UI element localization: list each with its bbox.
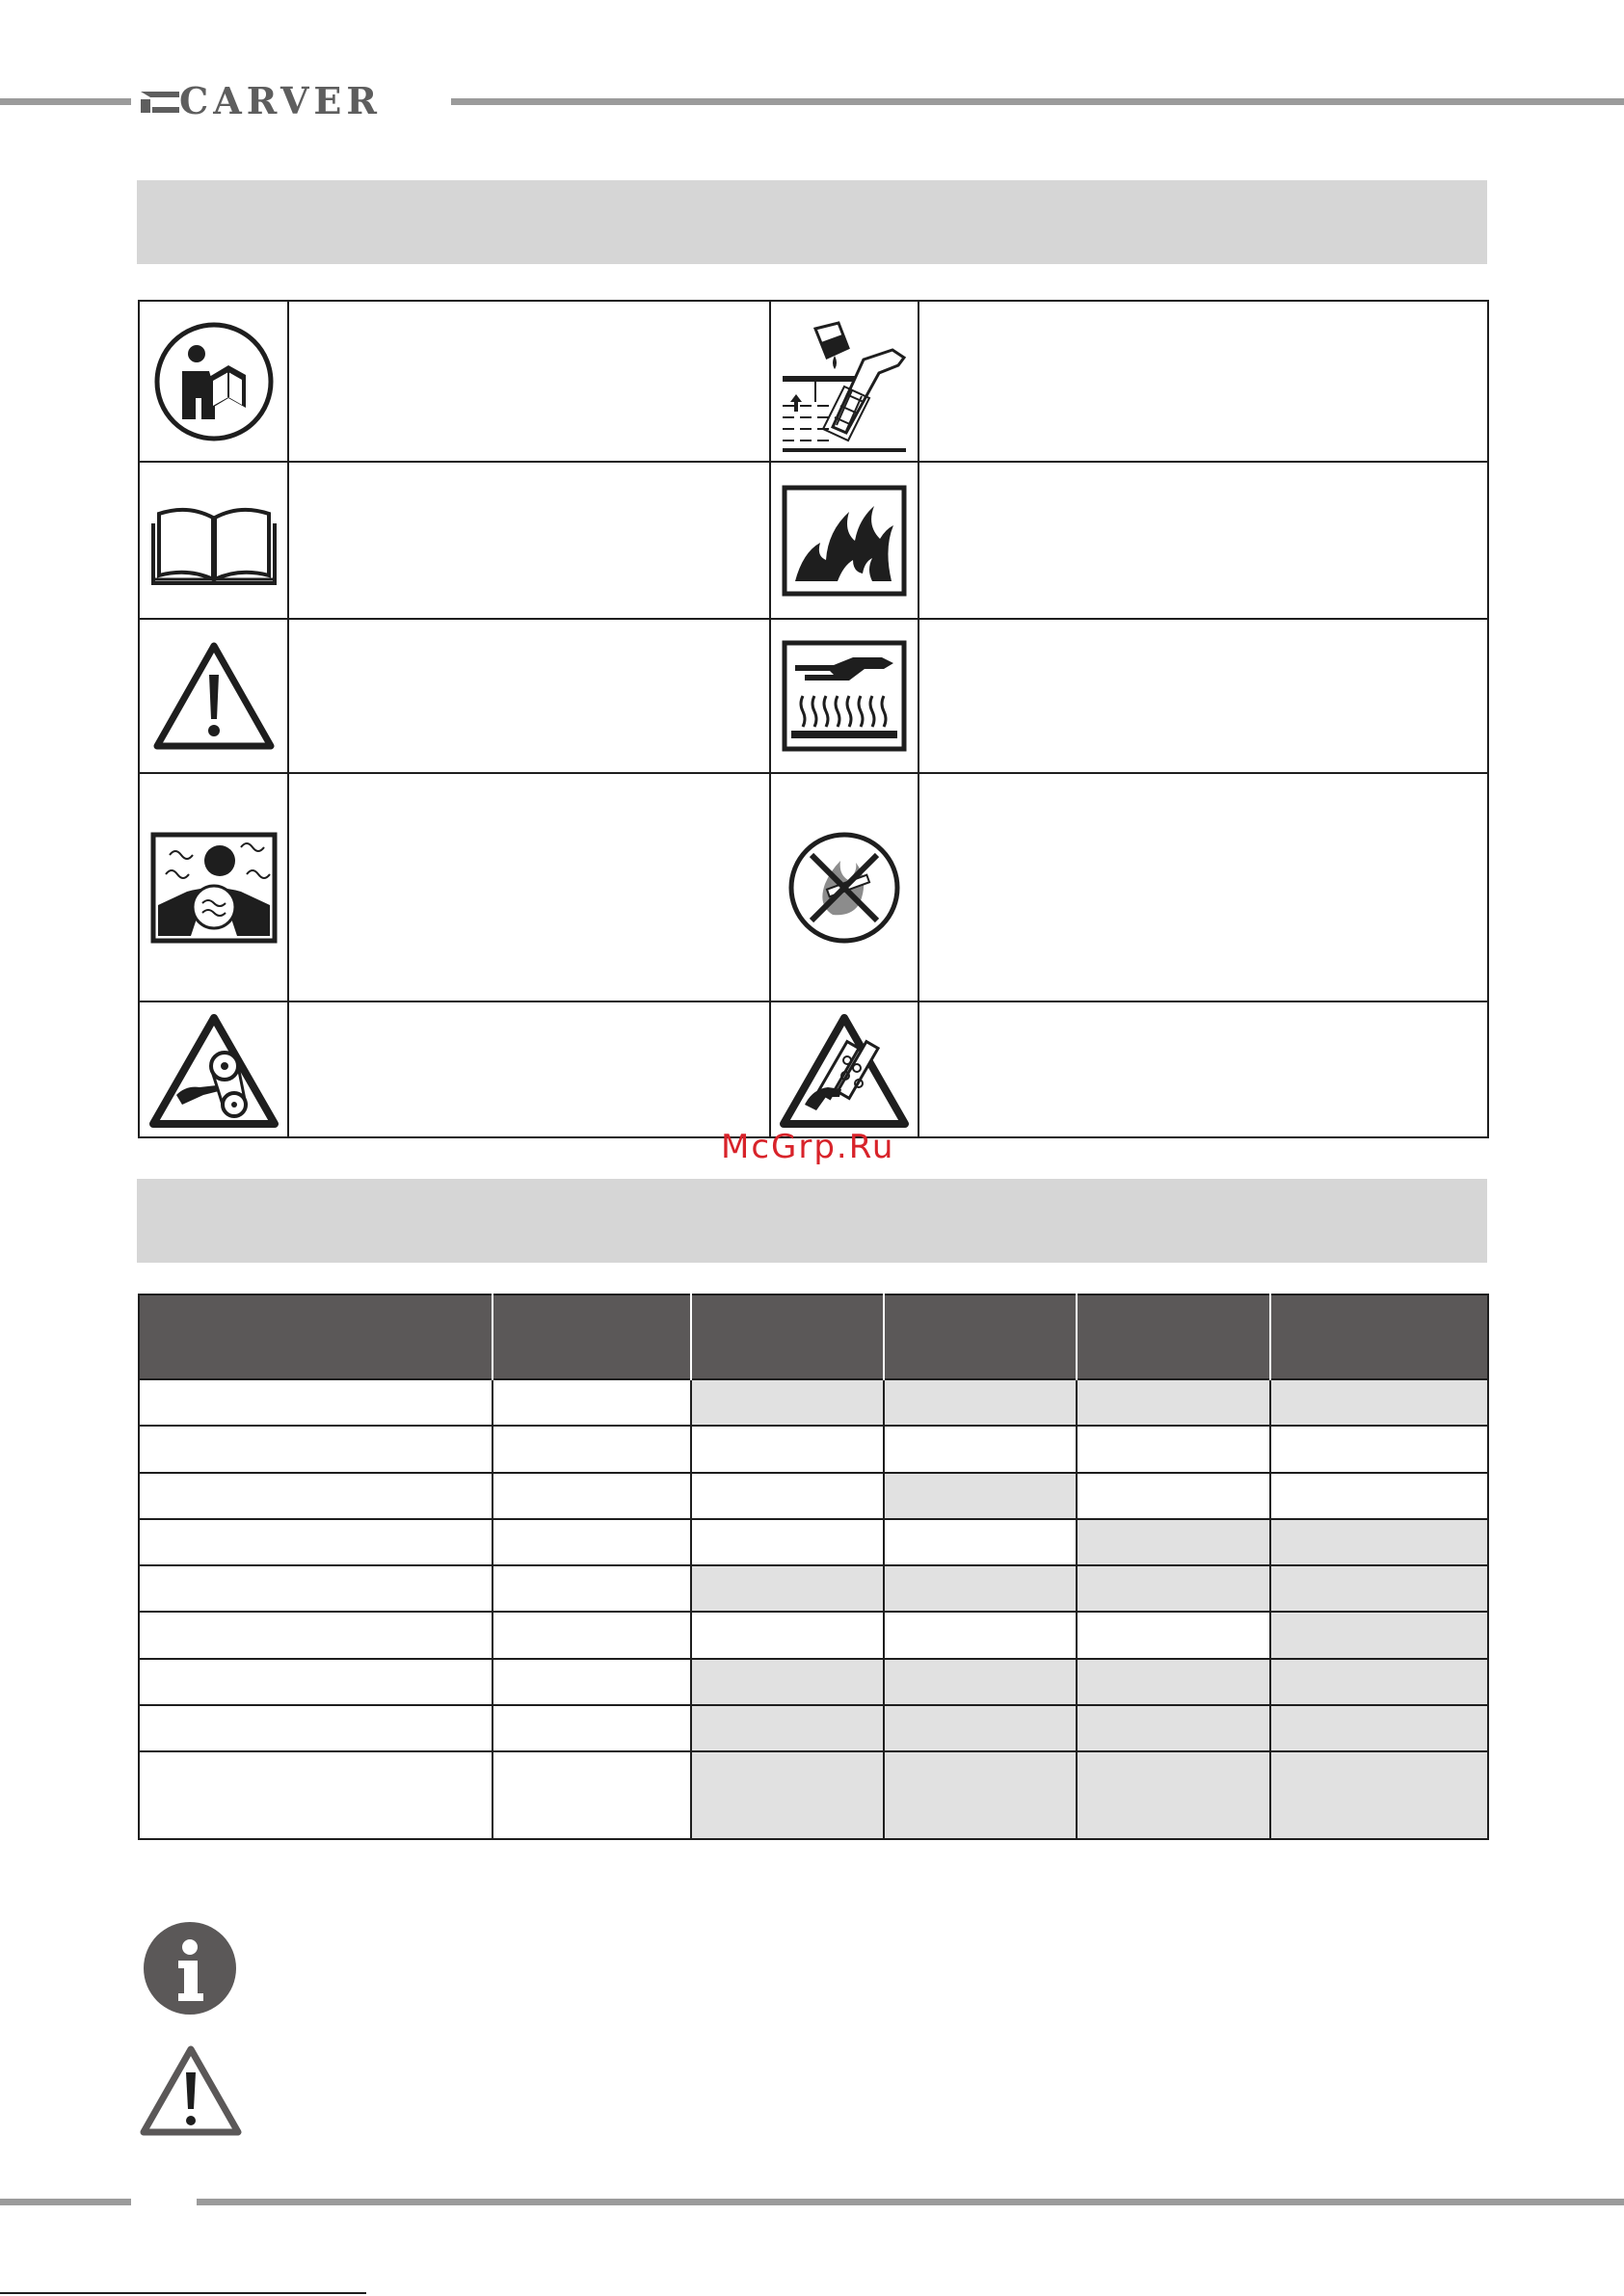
table-cell <box>884 1751 1077 1839</box>
table-cell <box>691 1473 884 1519</box>
table-cell <box>691 1659 884 1705</box>
table-cell <box>1077 1426 1269 1472</box>
table-cell <box>1077 1705 1269 1751</box>
specifications-table <box>138 1294 1489 1840</box>
table-cell <box>1077 1659 1269 1705</box>
entanglement-belt-warning-icon <box>140 1002 287 1138</box>
header-cell <box>493 1295 691 1379</box>
table-cell <box>139 1473 493 1519</box>
table-cell <box>691 1426 884 1472</box>
table-cell <box>884 1426 1077 1472</box>
header-cell <box>884 1295 1077 1379</box>
header-cell <box>1270 1295 1488 1379</box>
table-cell <box>493 1751 691 1839</box>
table-row <box>139 1426 1488 1472</box>
table-cell <box>493 1705 691 1751</box>
table-cell <box>1077 1565 1269 1612</box>
table-cell <box>691 1612 884 1658</box>
open-book-icon <box>140 463 287 618</box>
table-cell <box>493 1473 691 1519</box>
table-row <box>139 1519 1488 1565</box>
table-cell <box>1077 1519 1269 1565</box>
table-cell <box>1270 1705 1488 1751</box>
table-cell <box>1077 1379 1269 1426</box>
table-cell <box>691 1565 884 1612</box>
table-cell <box>884 1379 1077 1426</box>
table-cell <box>1270 1473 1488 1519</box>
header-rule-right <box>451 98 1624 105</box>
info-icon <box>142 1920 238 2021</box>
table-cell <box>493 1659 691 1705</box>
toxic-fumes-icon <box>140 774 287 1001</box>
footer-rule-right <box>197 2199 1624 2205</box>
watermark: McGrp.Ru <box>721 1128 895 1166</box>
table-cell <box>691 1751 884 1839</box>
table-row <box>139 1705 1488 1751</box>
table-header-row <box>139 1295 1488 1379</box>
section-band-specs <box>137 1179 1487 1263</box>
table-cell <box>139 1751 493 1839</box>
table-row <box>139 1473 1488 1519</box>
footer-rule-left <box>0 2199 131 2205</box>
table-cell <box>691 1379 884 1426</box>
warning-triangle-icon <box>138 2043 244 2145</box>
table-cell <box>493 1426 691 1472</box>
table-cell <box>139 1519 493 1565</box>
table-cell <box>1270 1379 1488 1426</box>
table-cell <box>1270 1659 1488 1705</box>
table-cell <box>1077 1612 1269 1658</box>
table-cell <box>139 1705 493 1751</box>
carver-logo-mark <box>141 92 179 113</box>
table-cell <box>1077 1473 1269 1519</box>
table-cell <box>884 1612 1077 1658</box>
table-row <box>139 1659 1488 1705</box>
table-cell <box>884 1519 1077 1565</box>
table-cell <box>884 1565 1077 1612</box>
header-cell <box>691 1295 884 1379</box>
read-manual-mandatory-icon <box>140 302 287 461</box>
header-rule-left <box>0 98 131 105</box>
table-row <box>139 1751 1488 1839</box>
table-cell <box>1270 1612 1488 1658</box>
table-cell <box>1077 1751 1269 1839</box>
table-row <box>139 1565 1488 1612</box>
table-cell <box>884 1705 1077 1751</box>
safety-symbols-table <box>138 300 1489 1138</box>
header-cell <box>1077 1295 1269 1379</box>
general-warning-icon <box>140 620 287 772</box>
table-cell <box>493 1565 691 1612</box>
table-cell <box>139 1659 493 1705</box>
header-cell <box>139 1295 493 1379</box>
table-cell <box>139 1612 493 1658</box>
table-cell <box>691 1519 884 1565</box>
table-cell <box>493 1612 691 1658</box>
rotating-blades-warning-icon <box>771 1002 918 1138</box>
table-cell <box>1270 1426 1488 1472</box>
table-cell <box>493 1519 691 1565</box>
table-row <box>139 1379 1488 1426</box>
table-row <box>139 1612 1488 1658</box>
section-band-safety <box>137 180 1487 264</box>
fire-hazard-icon <box>771 463 918 618</box>
no-open-flame-icon <box>771 774 918 1001</box>
table-cell <box>493 1379 691 1426</box>
table-cell <box>139 1426 493 1472</box>
hot-surface-hand-icon <box>771 620 918 772</box>
table-cell <box>1270 1519 1488 1565</box>
table-cell <box>139 1379 493 1426</box>
footer-thin-line <box>0 2292 366 2294</box>
table-cell <box>1270 1751 1488 1839</box>
water-reactive-spill-icon <box>771 302 918 461</box>
brand-logo: CARVER <box>179 79 382 122</box>
table-cell <box>884 1659 1077 1705</box>
table-cell <box>139 1565 493 1612</box>
table-cell <box>884 1473 1077 1519</box>
table-cell <box>691 1705 884 1751</box>
table-cell <box>1270 1565 1488 1612</box>
